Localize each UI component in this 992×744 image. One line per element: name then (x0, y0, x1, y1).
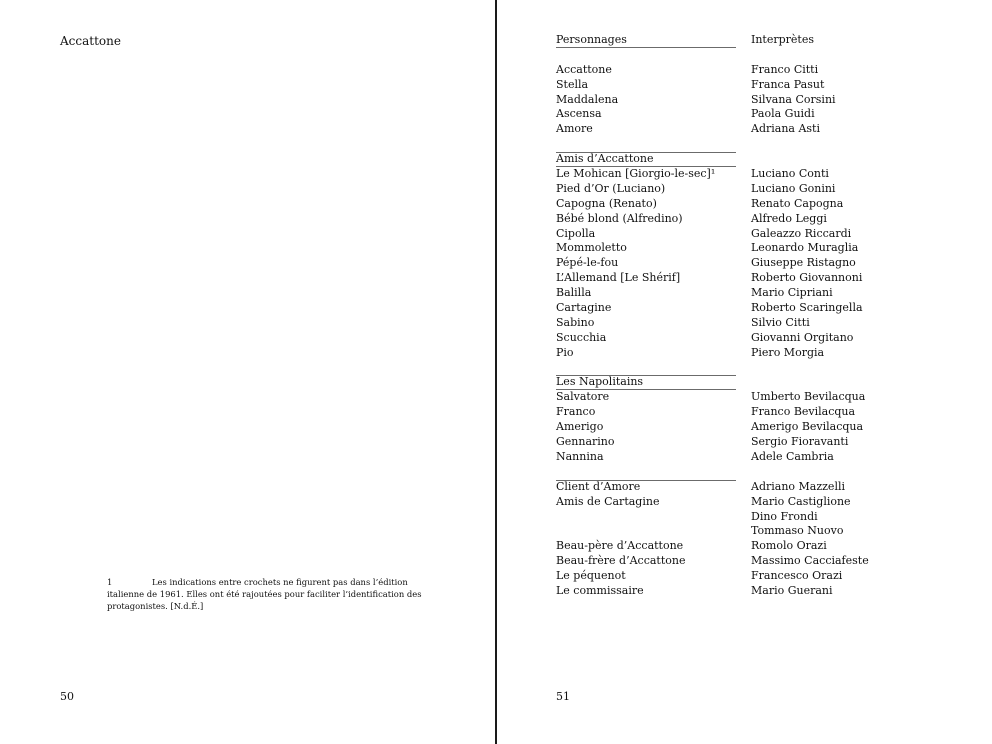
cast-row (556, 539, 866, 554)
role-name: Cartagine (556, 301, 612, 315)
cast-row (556, 316, 866, 331)
cast-row (556, 107, 866, 122)
actor-name: Roberto Scaringella (751, 301, 863, 315)
actor-name: Franco Bevilacqua (751, 405, 856, 419)
actor-name: Luciano Conti (751, 167, 829, 181)
left-page (0, 0, 495, 744)
header-role: Personnages (556, 33, 627, 46)
actor-name: Adriano Mazzelli (751, 479, 845, 493)
header-rule (556, 47, 736, 48)
role-name: Amore (556, 122, 593, 136)
role-name: Scucchia (556, 330, 607, 344)
role-name: Accattone (556, 62, 612, 76)
cast-header (556, 33, 866, 48)
cast-row (556, 241, 866, 256)
napolitains-heading (556, 375, 866, 390)
role-name: Gennarino (556, 435, 615, 449)
role-name: Amis de Cartagine (556, 494, 660, 508)
header-actor: Interprètes (751, 33, 815, 46)
actor-name: Alfredo Leggi (751, 211, 827, 225)
actor-name: Galeazzo Riccardi (751, 226, 852, 240)
others-group-a (556, 480, 866, 540)
friends-group (556, 167, 866, 361)
actor-name: Adriana Asti (751, 122, 820, 136)
cast-row (556, 346, 866, 361)
cast-row (556, 271, 866, 286)
actor-name: Dino Frondi (751, 509, 818, 523)
actor-name: Tommaso Nuovo (751, 524, 844, 538)
actor-name: Mario Cipriani (751, 286, 833, 300)
role-name: Beau-frère d’Accattone (556, 554, 686, 568)
cast-row (556, 301, 866, 316)
role-name: Salvatore (556, 390, 610, 404)
cast-row (556, 122, 866, 137)
cast-row (556, 197, 866, 212)
role-name: L’Allemand [Le Shérif] (556, 271, 681, 285)
actor-name: Amerigo Bevilacqua (751, 420, 864, 434)
cast-row (556, 167, 866, 182)
actor-name: Piero Morgia (751, 345, 825, 359)
section-heading: Les Napolitains (556, 375, 644, 389)
actor-name: Francesco Orazi (751, 569, 843, 583)
others-group-b (556, 539, 869, 599)
right-page (497, 0, 992, 744)
page-number-right: 51 (556, 690, 570, 703)
cast-row (556, 78, 866, 93)
actor-name: Silvio Citti (751, 315, 810, 329)
cast-row (556, 405, 866, 420)
cast-row (556, 480, 866, 495)
role-name: Sabino (556, 315, 595, 329)
actor-name: Romolo Orazi (751, 539, 827, 553)
role-name: Capogna (Renato) (556, 196, 657, 210)
actor-name: Giovanni Orgitano (751, 330, 854, 344)
page-number-left: 50 (60, 690, 74, 703)
role-name: Mommoletto (556, 241, 627, 255)
role-name: Beau-père d’Accattone (556, 539, 684, 553)
actor-name: Roberto Giovannoni (751, 271, 863, 285)
cast-row (556, 584, 866, 599)
actor-name: Luciano Gonini (751, 181, 836, 195)
cast-row (556, 420, 866, 435)
footnote-mark: 1 (107, 577, 113, 587)
cast-row (556, 256, 866, 271)
actor-name: Giuseppe Ristagno (751, 256, 856, 270)
actor-name: Silvana Corsini (751, 92, 836, 106)
actor-name: Sergio Fioravanti (751, 435, 849, 449)
cast-row (556, 63, 866, 78)
section-heading: Amis d’Accattone (556, 152, 654, 166)
role-name: Pépé-le-fou (556, 256, 619, 270)
actor-name: Franca Pasut (751, 77, 825, 91)
cast-row (556, 286, 866, 301)
main-roles-group (556, 63, 866, 137)
actor-name: Renato Capogna (751, 196, 844, 210)
role-name: Le Mohican [Giorgio-le-sec]¹ (556, 167, 716, 181)
role-name: Client d’Amore (556, 479, 641, 493)
cast-row (556, 212, 866, 227)
role-name: Ascensa (556, 107, 602, 121)
cast-row (556, 182, 866, 197)
cast-row (556, 331, 866, 346)
footnote-text: Les indications entre crochets ne figurent pas dans l’édition italienne de 1961. Elles ont été rajoutées pour faciliter l’identification des protagonistes. [N.d.É.] (107, 577, 422, 611)
role-name: Cipolla (556, 226, 596, 240)
actor-name: Adele Cambria (751, 449, 834, 463)
role-name: Le péquenot (556, 569, 626, 583)
cast-row (556, 554, 869, 569)
role-name: Pied d’Or (Luciano) (556, 181, 666, 195)
cast-row (556, 569, 866, 584)
role-name: Balilla (556, 286, 592, 300)
cast-row (556, 227, 866, 242)
cast-row (556, 524, 866, 539)
actor-name: Leonardo Muraglia (751, 241, 859, 255)
role-name: Franco (556, 405, 596, 419)
actor-name: Paola Guidi (751, 107, 815, 121)
actor-name: Umberto Bevilacqua (751, 390, 866, 404)
role-name: Maddalena (556, 92, 619, 106)
friends-heading (556, 152, 866, 167)
cast-row (556, 450, 866, 465)
actor-name: Franco Citti (751, 62, 819, 76)
role-name: Stella (556, 77, 589, 91)
napolitains-group (556, 390, 866, 464)
cast-row (556, 435, 866, 450)
actor-name: Massimo Cacciafeste (751, 554, 869, 568)
cast-row (556, 93, 866, 108)
role-name: Le commissaire (556, 583, 644, 597)
role-name: Nannina (556, 449, 604, 463)
role-name: Pio (556, 345, 574, 359)
cast-row (556, 495, 866, 510)
actor-name: Mario Castiglione (751, 494, 851, 508)
footnote (107, 576, 447, 612)
cast-list (556, 33, 869, 599)
running-title: Accattone (60, 34, 121, 48)
role-name: Amerigo (556, 420, 604, 434)
role-name: Bébé blond (Alfredino) (556, 211, 683, 225)
cast-row (556, 510, 866, 525)
cast-row (556, 390, 866, 405)
actor-name: Mario Guerani (751, 583, 833, 597)
